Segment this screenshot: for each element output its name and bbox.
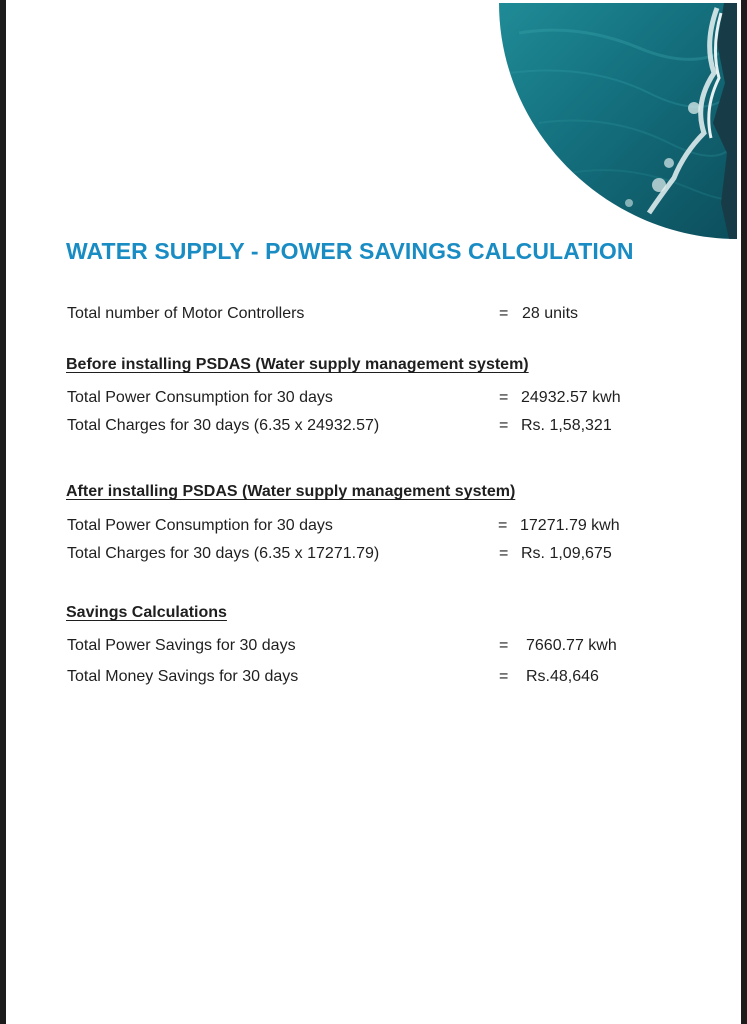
after-heading: After installing PSDAS (Water supply management system) <box>66 483 516 500</box>
after-charges-equals: = <box>499 545 509 562</box>
savings-power-equals: = <box>499 637 509 654</box>
before-consumption-equals: = <box>499 389 509 406</box>
savings-money-label: Total Money Savings for 30 days <box>67 668 299 685</box>
motor-controllers-value: 28 units <box>522 305 579 322</box>
before-charges-value: Rs. 1,58,321 <box>521 417 612 434</box>
before-charges-equals: = <box>499 417 509 434</box>
after-charges-label: Total Charges for 30 days (6.35 x 17271.79) <box>67 545 380 562</box>
after-charges-value: Rs. 1,09,675 <box>521 545 612 562</box>
motor-controllers-label: Total number of Motor Controllers <box>67 305 305 322</box>
savings-power-value: 7660.77 kwh <box>526 637 617 654</box>
before-charges-label: Total Charges for 30 days (6.35 x 24932.57) <box>67 417 380 434</box>
after-consumption-label: Total Power Consumption for 30 days <box>67 517 333 534</box>
document-page <box>6 0 741 1024</box>
before-consumption-value: 24932.57 kwh <box>521 389 621 406</box>
ocean-photo <box>499 3 737 239</box>
savings-power-label: Total Power Savings for 30 days <box>67 637 296 654</box>
before-heading: Before installing PSDAS (Water supply management system) <box>66 356 529 373</box>
document-title: WATER SUPPLY - POWER SAVINGS CALCULATION <box>66 238 634 264</box>
motor-controllers-equals: = <box>499 305 509 322</box>
before-consumption-label: Total Power Consumption for 30 days <box>67 389 333 406</box>
after-consumption-equals: = <box>498 517 508 534</box>
after-consumption-value: 17271.79 kwh <box>520 517 620 534</box>
savings-heading: Savings Calculations <box>66 604 227 621</box>
savings-money-equals: = <box>499 668 509 685</box>
savings-money-value: Rs.48,646 <box>526 668 599 685</box>
